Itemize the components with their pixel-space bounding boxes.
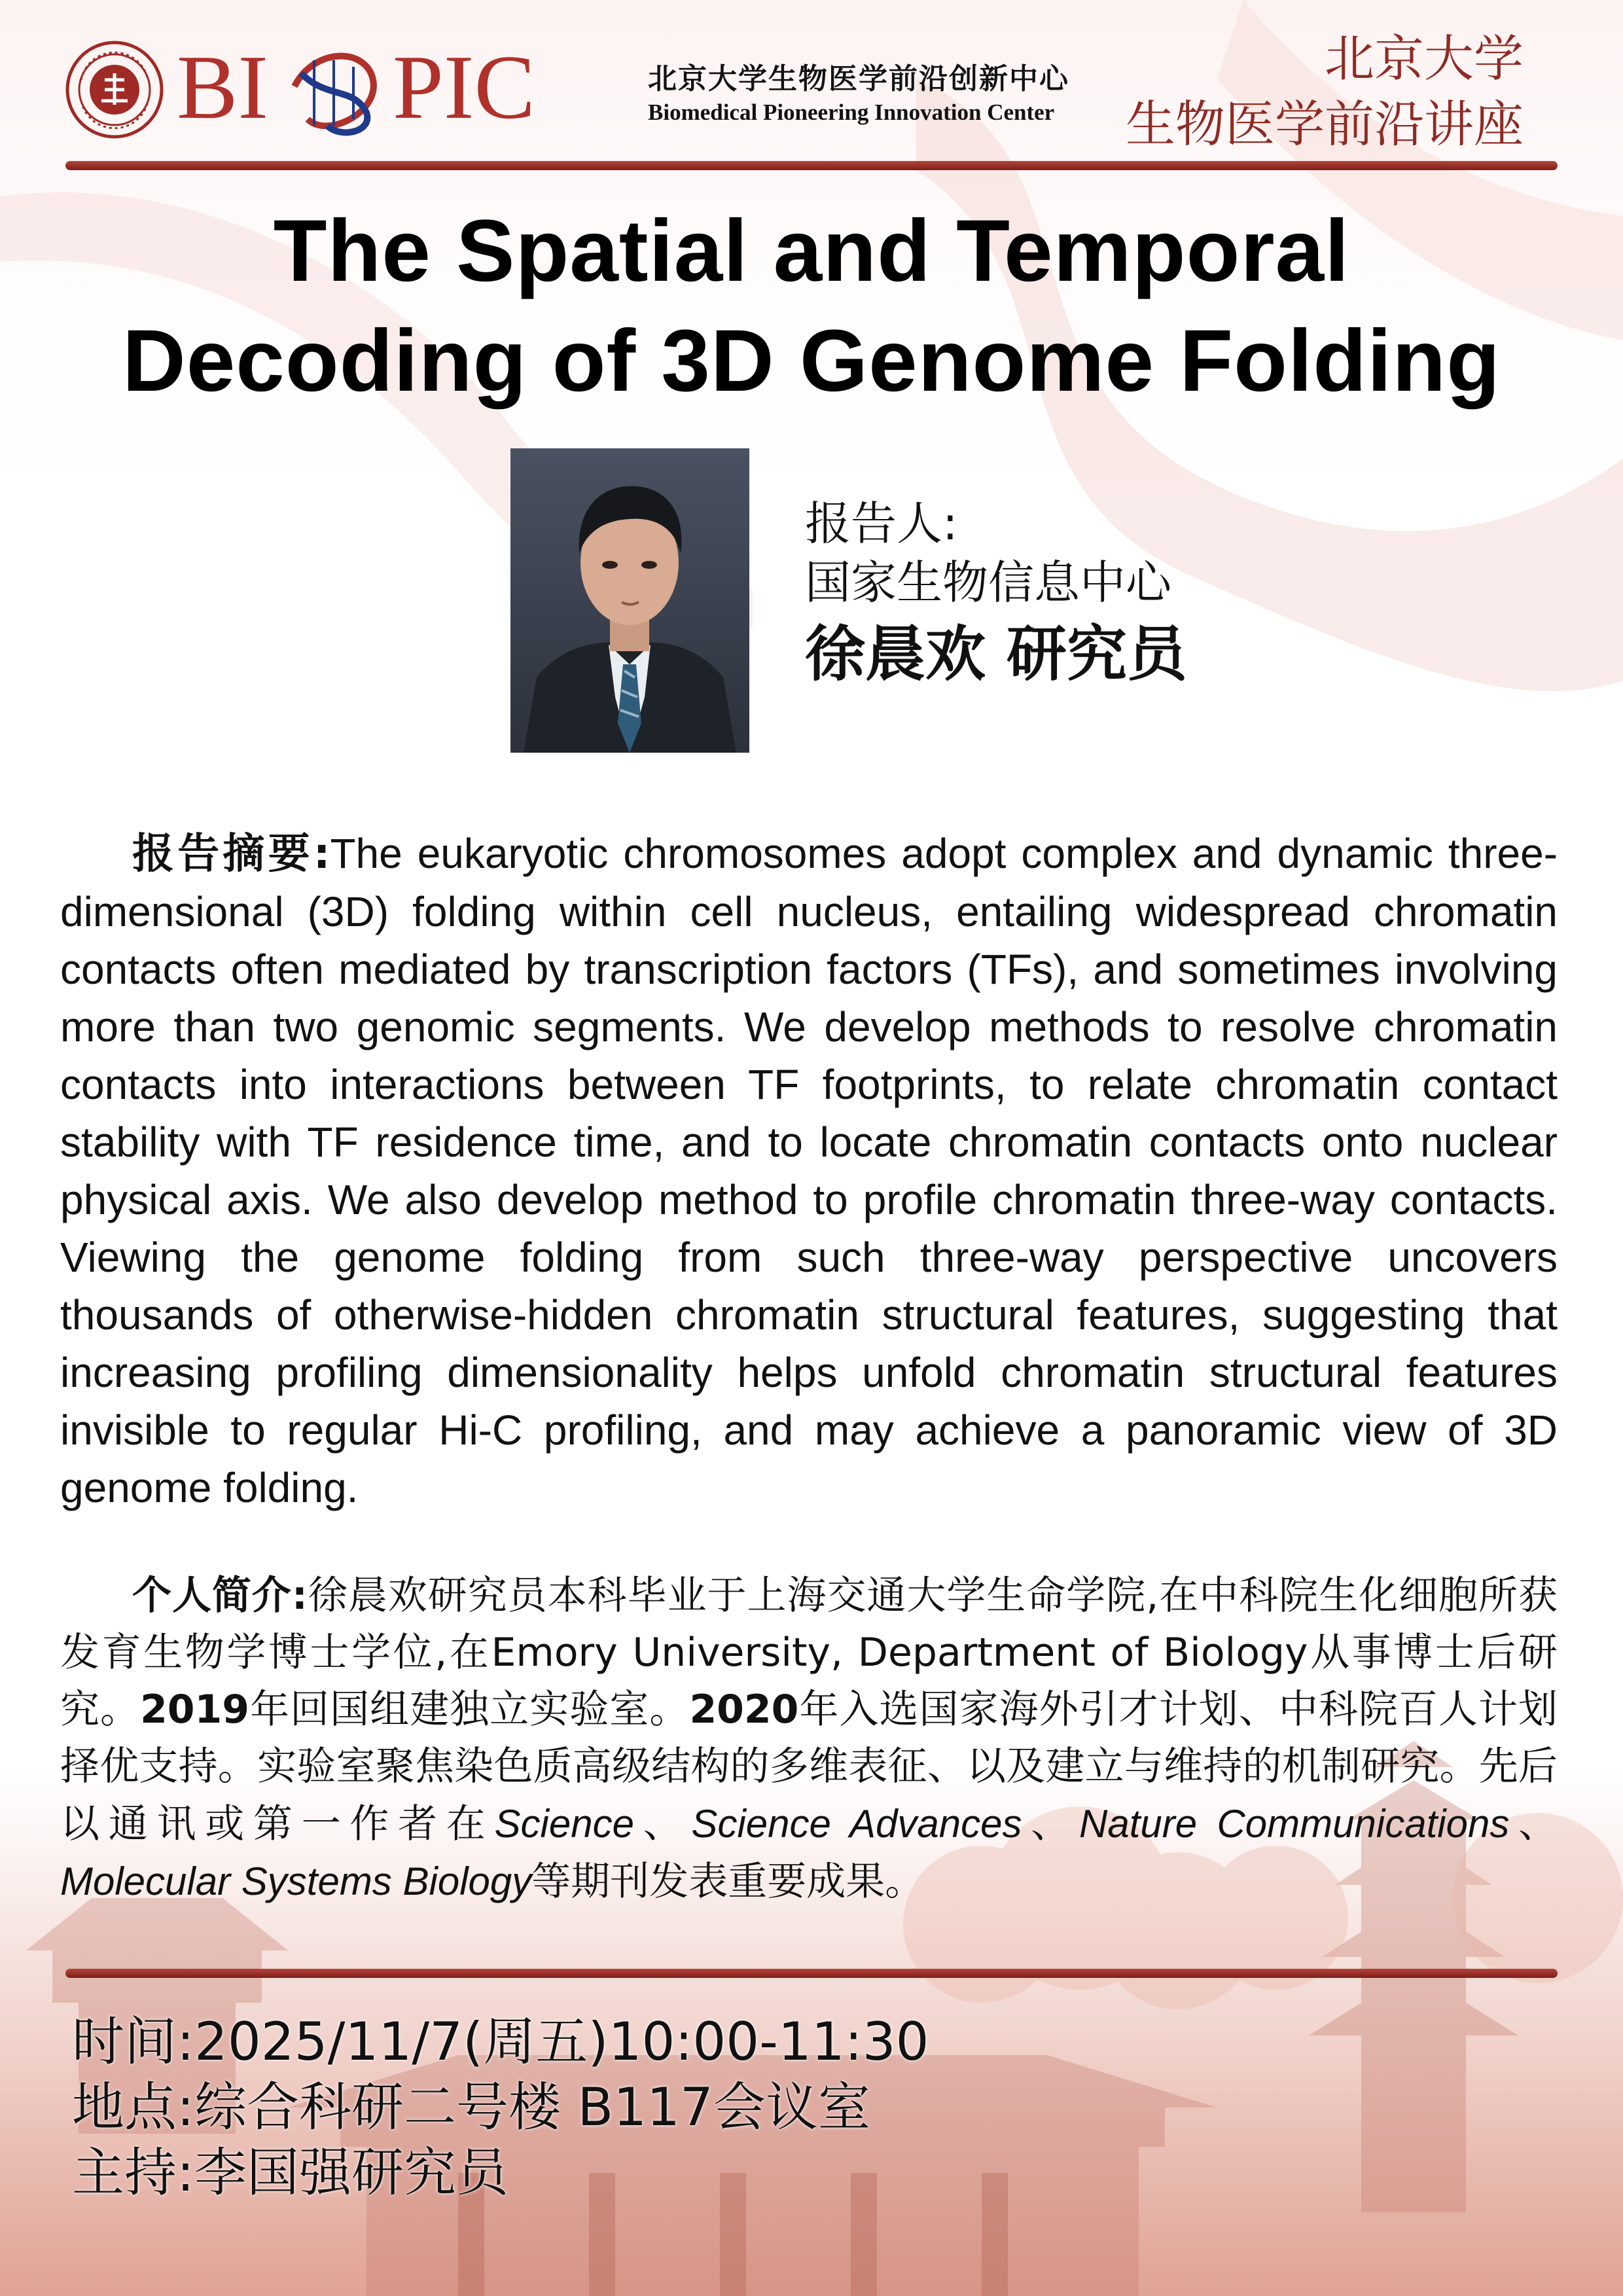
talk-title — [39, 196, 1584, 416]
bio-text-1: 徐晨欢研究员本科毕业于上海交通大学生命学院,在中科院生化细胞所获发育生物学博士学位,在Emory University, Department of Biology从事博士后研究。 — [60, 1573, 1558, 1732]
peking-university-seal-icon — [65, 41, 164, 139]
bio-text-4: 等期刊发表重要成果。 — [531, 1859, 925, 1905]
journal-nature-communications: Nature Communications — [1079, 1802, 1510, 1846]
series-line-2: 生物医学前沿讲座 — [1126, 95, 1524, 153]
speaker-name: 徐晨欢 研究员 — [805, 619, 1188, 689]
speaker-photo — [510, 448, 749, 753]
journal-molecular-systems-biology: Molecular Systems Biology — [60, 1859, 532, 1903]
bio-year-1: 2019 — [140, 1687, 250, 1732]
header-logo — [65, 41, 1069, 139]
title-line-1: The Spatial and Temporal — [273, 202, 1350, 300]
series-line-1: 北京大学 — [1325, 29, 1524, 88]
bio-text-2: 年回国组建独立实验室。 — [249, 1687, 690, 1732]
bio-paragraph — [60, 1568, 1558, 1910]
event-place: 地点:综合科研二号楼 B117会议室 — [72, 2077, 870, 2138]
journal-science: Science — [494, 1802, 634, 1846]
top-divider — [65, 161, 1558, 170]
center-name-en: Biomedical Pioneering Innovation Center — [648, 99, 1055, 125]
biopic-wordmark-logo — [177, 41, 635, 139]
bottom-divider — [65, 1969, 1558, 1978]
abstract-heading: 报告摘要: — [132, 830, 330, 878]
lecture-series-title — [1126, 26, 1524, 157]
speaker-affiliation: 国家生物信息中心 — [805, 556, 1171, 609]
center-name-cn: 北京大学生物医学前沿创新中心 — [648, 62, 1069, 96]
abstract-text: The eukaryotic chromosomes adopt complex and dynamic three-dimensional (3D) folding within cell nucleus, entailing widespread chromatin contacts often mediated by transcription factors (TFs), and sometimes involving more than two genomic segments. We develop methods to resolve chromatin contacts into interactions between TF footprints, to relate chromatin contact stability with TF residence time, and to locate chromatin contacts onto nuclear physical axis. We also develop method to profile chromatin three-way contacts. Viewing the genome folding from such three-way perspective uncovers thousands of otherwise-hidden chromatin structural features, suggesting that increasing profiling dimensionality helps unfold chromatin structural features invisible to regular Hi-C profiling, and may achieve a panoramic view of 3D genome folding. — [60, 830, 1558, 1511]
event-host: 主持:李国强研究员 — [72, 2142, 508, 2203]
title-line-2: Decoding of 3D Genome Folding — [122, 312, 1501, 410]
journal-science-advances: Science Advances — [691, 1802, 1022, 1846]
event-time: 时间:2025/11/7(周五)10:00-11:30 — [72, 2011, 929, 2072]
bio-heading: 个人简介: — [132, 1573, 308, 1619]
bio-text-3: 年入选国家海外引才计划、中科院百人计划择优支持。实验室聚焦染色质高级结构的多维表征、以及建立与维持的机制研究。先后以通讯或第一作者在 — [60, 1687, 1558, 1847]
abstract-paragraph — [60, 825, 1558, 1516]
bio-year-2: 2020 — [689, 1687, 799, 1732]
event-info — [72, 2009, 929, 2206]
bio-sep-1: 、 — [633, 1801, 692, 1847]
svg-text:BI: BI — [177, 41, 268, 138]
svg-text:PIC: PIC — [393, 41, 535, 138]
bio-sep-2: 、 — [1022, 1801, 1079, 1847]
bio-sep-3: 、 — [1509, 1801, 1558, 1847]
speaker-label: 报告人: — [805, 497, 958, 550]
